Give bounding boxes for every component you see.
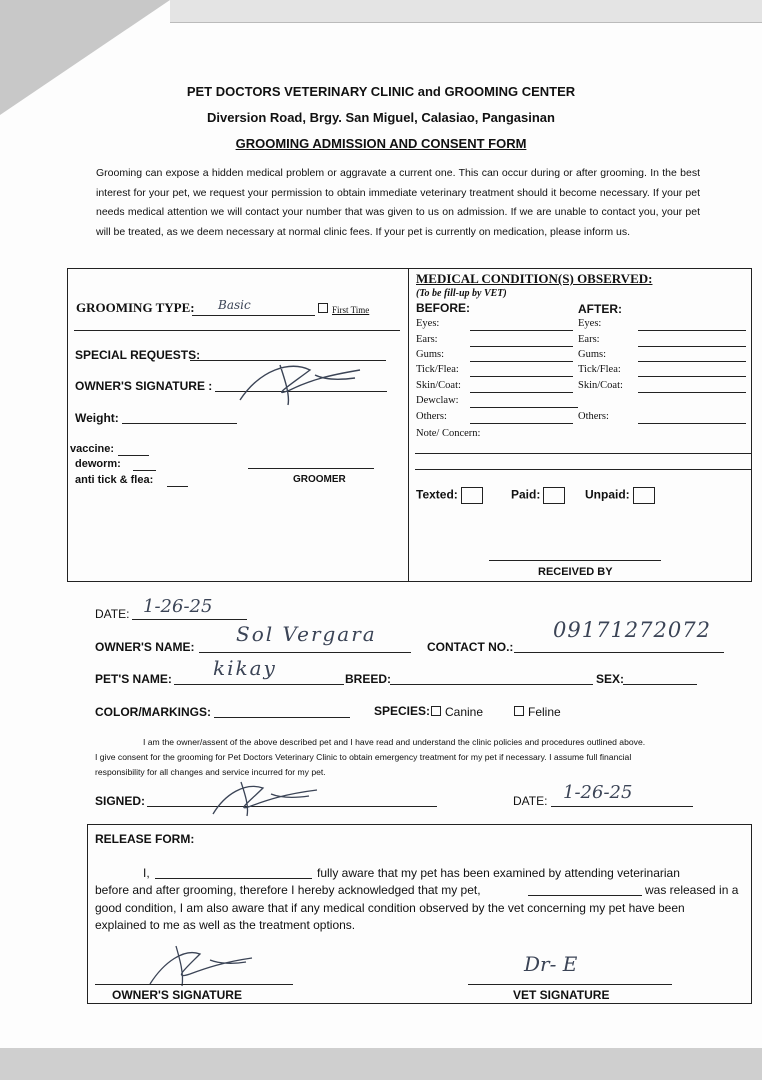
after-item-label: Tick/Flea:	[578, 364, 621, 375]
after-item-line[interactable]	[638, 392, 746, 393]
top-scan-edge	[170, 0, 762, 23]
owner-signature-label: OWNER'S SIGNATURE :	[75, 379, 213, 393]
release-line-3: good condition, I am also aware that if any medical condition observed by the vet concerning my pet have been	[95, 901, 685, 915]
groomer-line[interactable]	[248, 468, 374, 469]
clinic-name: PET DOCTORS VETERINARY CLINIC and GROOMING CENTER	[186, 84, 576, 99]
vet-signature-label: VET SIGNATURE	[513, 988, 610, 1002]
after-item-line[interactable]	[638, 423, 746, 424]
after-item-line[interactable]	[638, 361, 746, 362]
date-line[interactable]	[132, 619, 247, 620]
note-line-2[interactable]	[415, 469, 751, 470]
feline-label: Feline	[528, 705, 561, 719]
release-owner-signature-scribble	[140, 940, 260, 990]
color-line[interactable]	[214, 717, 350, 718]
after-item-label: Eyes:	[578, 318, 602, 329]
pet-name-label: PET'S NAME:	[95, 672, 172, 686]
before-item-label: Dewclaw:	[416, 395, 459, 406]
release-line2-start: before and after grooming, therefore I hereby acknowledged that my pet,	[95, 883, 481, 897]
consent-date-label: DATE:	[513, 794, 548, 808]
sex-line[interactable]	[623, 684, 697, 685]
owner-name-value[interactable]: Sol Vergara	[236, 622, 377, 646]
signed-label: SIGNED:	[95, 794, 146, 808]
received-by-label: RECEIVED BY	[538, 566, 613, 578]
before-item-label: Tick/Flea:	[416, 364, 459, 375]
weight-label: Weight:	[75, 411, 119, 425]
after-item-label: Ears:	[578, 334, 600, 345]
owner-name-label: OWNER'S NAME:	[95, 640, 195, 654]
date-value[interactable]: 1-26-25	[143, 596, 213, 617]
after-item-line[interactable]	[638, 376, 746, 377]
grooming-extra-line	[74, 330, 400, 331]
before-item-line[interactable]	[470, 376, 573, 377]
consent-line-1: I am the owner/assent of the above described pet and I have read and understand the clinic policies and procedures outlined above.	[143, 737, 646, 747]
canine-option[interactable]	[431, 705, 483, 719]
before-item-label: Skin/Coat:	[416, 380, 461, 391]
species-label: SPECIES:	[374, 704, 431, 718]
form-title: GROOMING ADMISSION AND CONSENT FORM	[235, 136, 527, 151]
paid-field	[511, 487, 565, 504]
before-item-line[interactable]	[470, 392, 573, 393]
release-line1-end: fully aware that my pet has been examined by attending veterinarian	[317, 866, 680, 880]
paid-label: Paid:	[511, 487, 541, 502]
anti-tick-line[interactable]	[167, 486, 188, 487]
before-item-line[interactable]	[470, 407, 578, 408]
grooming-type-value[interactable]: Basic	[218, 298, 251, 312]
after-item-label: Others:	[578, 411, 609, 422]
texted-checkbox[interactable]	[461, 487, 483, 504]
before-item-line[interactable]	[470, 346, 573, 347]
before-label: BEFORE:	[416, 301, 470, 315]
special-requests-label: SPECIAL REQUESTS:	[75, 348, 201, 362]
contact-line[interactable]	[514, 652, 724, 653]
release-line2-end: was released in a	[645, 883, 739, 897]
deworm-line[interactable]	[133, 470, 156, 471]
vaccine-line[interactable]	[118, 455, 149, 456]
release-pet-line[interactable]	[528, 895, 642, 896]
first-time-checkbox[interactable]	[318, 303, 328, 313]
after-item-line[interactable]	[638, 330, 746, 331]
medical-title: MEDICAL CONDITION(S) OBSERVED:	[416, 271, 653, 286]
vet-signature-line[interactable]	[468, 984, 672, 985]
unpaid-checkbox[interactable]	[633, 487, 655, 504]
column-divider	[408, 269, 409, 581]
canine-checkbox[interactable]	[431, 706, 441, 716]
contact-value[interactable]: 09171272072	[553, 618, 711, 642]
owner-signature-scribble	[230, 350, 370, 410]
note-line-1[interactable]	[415, 453, 751, 454]
received-by-line[interactable]	[489, 560, 661, 561]
grooming-type-label: GROOMING TYPE:	[76, 300, 195, 315]
release-line-4: explained to me as well as the treatment options.	[95, 918, 356, 932]
first-time-label: First Time	[332, 305, 370, 315]
consent-line-3: responsibility for all changes and service incurred for my pet.	[95, 767, 326, 777]
consent-date-value[interactable]: 1-26-25	[563, 782, 633, 803]
after-item-label: Gums:	[578, 349, 607, 360]
anti-tick-label: anti tick & flea:	[75, 474, 154, 486]
sex-label: SEX:	[596, 672, 625, 686]
consent-date-line[interactable]	[551, 806, 693, 807]
feline-option[interactable]	[514, 705, 561, 719]
weight-line[interactable]	[122, 423, 237, 424]
after-item-label: Skin/Coat:	[578, 380, 623, 391]
before-item-line[interactable]	[470, 330, 573, 331]
groomer-label: GROOMER	[293, 474, 346, 485]
release-title: RELEASE FORM:	[95, 832, 195, 846]
before-item-line[interactable]	[470, 423, 573, 424]
breed-line[interactable]	[390, 684, 593, 685]
canine-label: Canine	[445, 705, 484, 719]
contact-label: CONTACT NO.:	[427, 640, 514, 654]
pet-name-value[interactable]: kikay	[213, 656, 277, 680]
before-item-label: Others:	[416, 411, 447, 422]
vet-signature-value[interactable]: Dr- E	[524, 952, 578, 976]
texted-label: Texted:	[416, 487, 458, 502]
clinic-address: Diversion Road, Brgy. San Miguel, Calasiao, Pangasinan	[207, 110, 555, 125]
before-item-label: Gums:	[416, 349, 445, 360]
medical-subtitle: (To be fill-up by VET)	[416, 288, 507, 299]
breed-label: BREED:	[345, 672, 392, 686]
first-time-option[interactable]	[318, 303, 369, 315]
after-label: AFTER:	[578, 302, 622, 316]
deworm-label: deworm:	[75, 458, 121, 470]
pet-name-line[interactable]	[174, 684, 344, 685]
bottom-scan-edge	[0, 1048, 762, 1080]
owner-name-line[interactable]	[199, 652, 411, 653]
after-item-line[interactable]	[638, 346, 746, 347]
consent-line-2: I give consent for the grooming for Pet Doctors Veterinary Clinic to obtain emergency treatment for my pet if necessary. I assume full financial	[95, 752, 632, 762]
unpaid-field	[585, 487, 655, 504]
note-label: Note/ Concern:	[416, 428, 481, 439]
before-item-label: Eyes:	[416, 318, 440, 329]
before-item-line[interactable]	[470, 361, 573, 362]
feline-checkbox[interactable]	[514, 706, 524, 716]
release-name-line[interactable]	[155, 878, 312, 879]
date-label: DATE:	[95, 607, 130, 621]
unpaid-label: Unpaid:	[585, 487, 630, 502]
texted-field	[416, 487, 483, 504]
vaccine-label: vaccine:	[70, 443, 115, 455]
paid-checkbox[interactable]	[543, 487, 565, 504]
release-line1-start: I,	[143, 866, 150, 880]
release-owner-signature-label: OWNER'S SIGNATURE	[112, 988, 242, 1002]
color-label: COLOR/MARKINGS:	[95, 705, 211, 719]
consent-signature-scribble	[205, 776, 325, 821]
before-item-label: Ears:	[416, 334, 438, 345]
grooming-type-line	[192, 315, 315, 316]
intro-paragraph: Grooming can expose a hidden medical problem or aggravate a current one. This can occur during or after grooming. In the best interest for your pet, we request your permission to obtain immediate veterinary treatment should it become necessary. If your pet needs medical attention we will contact your number that was given to us on admission. If we are unable to contact you, your pet will be treated, as we deem necessary at normal clinic fees. If your pet is currently on medication, please inform us.	[96, 167, 700, 238]
release-owner-signature-line[interactable]	[95, 984, 293, 985]
